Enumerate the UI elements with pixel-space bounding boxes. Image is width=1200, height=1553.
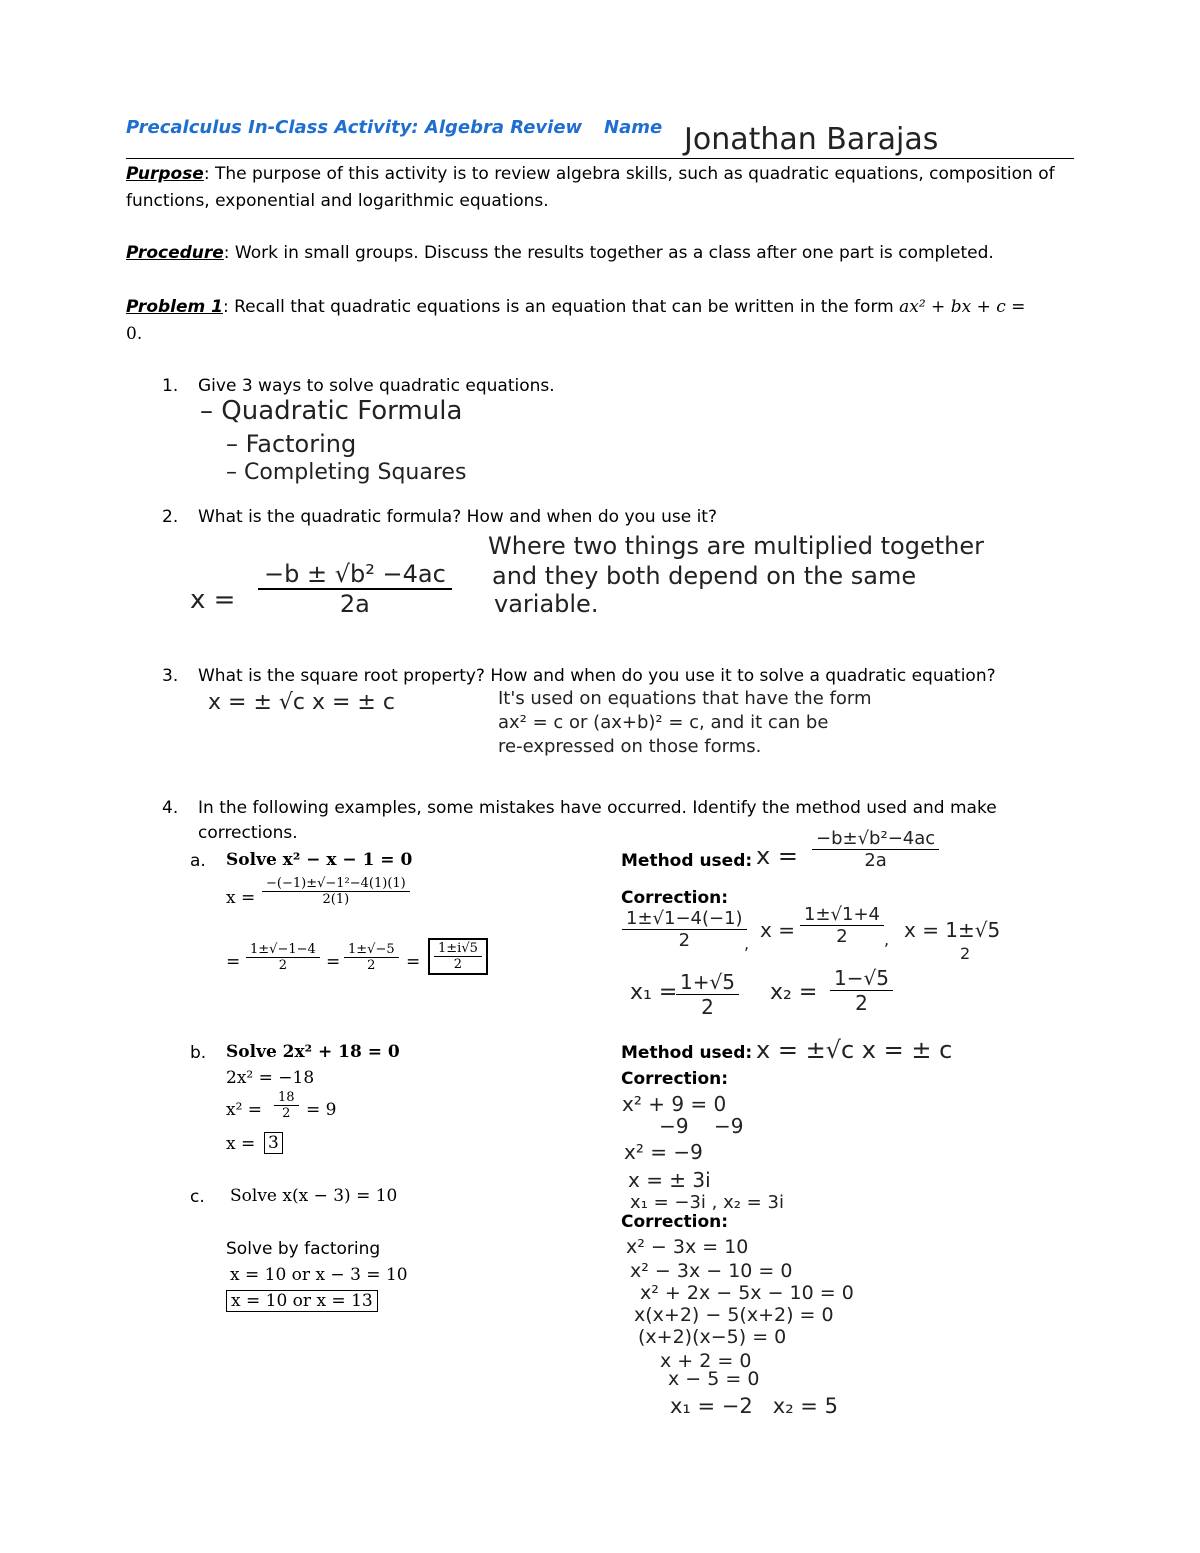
q4a-comma-2: ,	[884, 930, 890, 949]
q4b-correction-label: Correction:	[621, 1069, 729, 1089]
q4a-step1-numerator: −(−1)±√−1²−4(1)(1)	[262, 876, 410, 892]
q4c-corr-line-1: x² − 3x = 10	[626, 1236, 749, 1258]
q4a-method-value	[812, 828, 939, 871]
q4b-step2-numerator: 18	[274, 1090, 299, 1106]
q4a-comma-1: ,	[744, 934, 750, 953]
q4a-step2a-denominator: 2	[278, 958, 288, 973]
q4b-step2-lhs: x² =	[226, 1100, 263, 1120]
q4c-corr-line-2: x² − 3x − 10 = 0	[630, 1260, 793, 1282]
q4a-step1-lhs: x =	[226, 888, 256, 908]
procedure-line	[126, 243, 994, 263]
q1-answer-1: – Quadratic Formula	[200, 396, 463, 426]
q3-formula: x = ± √c x = ± c	[208, 690, 395, 715]
q3-answer-line-2: ax² = c or (ax+b)² = c, and it can be	[498, 712, 829, 733]
q4a-step2c-numerator: 1±i√5	[434, 941, 482, 957]
header-rule	[126, 158, 1074, 159]
problem1-line-1	[126, 297, 1025, 317]
worksheet-title: Precalculus In-Class Activity: Algebra Review	[126, 117, 583, 138]
q4b-corr-line-4: x = ± 3i	[628, 1168, 711, 1192]
q4a-step1-denominator: 2(1)	[322, 892, 350, 907]
procedure-text: : Work in small groups. Discuss the results together as a class after one part is completed.	[223, 243, 994, 263]
q4a-corr-x1	[676, 970, 739, 1019]
q4-question-line-1: In the following examples, some mistakes have occurred. Identify the method used and make	[198, 798, 997, 818]
q3-answer-line-1: It's used on equations that have the form	[498, 688, 872, 709]
problem1-line-2: 0.	[126, 324, 143, 344]
q4a-step2b-numerator: 1±√−5	[344, 942, 399, 958]
q4c-correction-label: Correction:	[621, 1212, 729, 1232]
q1-number: 1.	[162, 376, 179, 396]
q2-answer-line-3: variable.	[494, 590, 599, 618]
q1-answer-3: – Completing Squares	[226, 460, 467, 485]
q4b-step1: 2x² = −18	[226, 1068, 315, 1088]
q4a-corr-1	[622, 908, 750, 953]
problem1-label: Problem 1	[126, 297, 223, 317]
q4a-eq-2: =	[326, 952, 341, 972]
q4b-method-value: x = ±√c x = ± c	[756, 1036, 953, 1064]
q4b-step2	[274, 1090, 299, 1121]
q4a-corr-1-numerator: 1±√1−4(−1)	[622, 908, 747, 930]
q4a-corr-x1-numerator: 1+√5	[676, 970, 739, 995]
q1-question: Give 3 ways to solve quadratic equations.	[198, 376, 555, 396]
q4c-corr-line-8: x₁ = −2 x₂ = 5	[670, 1394, 838, 1418]
q4b-corr-line-3: x² = −9	[624, 1140, 703, 1164]
q4a-corr-x1-lhs: x₁ =	[630, 980, 678, 1005]
q2-formula	[258, 560, 452, 618]
q4a-method-denominator: 2a	[864, 850, 887, 871]
q2-formula-denominator: 2a	[339, 590, 370, 618]
q4a-problem: Solve x² − x − 1 = 0	[226, 850, 413, 870]
q4b-method-label: Method used:	[621, 1043, 753, 1063]
q4a-corr-2	[800, 904, 884, 947]
q4b-step2-denominator: 2	[282, 1106, 291, 1121]
q4a-corr-x2-denominator: 2	[855, 991, 868, 1015]
q4c-corr-line-5: (x+2)(x−5) = 0	[638, 1326, 787, 1348]
q4-number: 4.	[162, 798, 179, 818]
q4b-corr-line-5: x₁ = −3i , x₂ = 3i	[630, 1192, 784, 1213]
q2-question: What is the quadratic formula? How and when do you use it?	[198, 507, 717, 527]
q4a-eq-3: =	[406, 952, 421, 972]
name-label: Name	[604, 117, 663, 138]
q4a-step2b-denominator: 2	[367, 958, 376, 973]
q4a-label: a.	[190, 851, 206, 871]
q4-question-line-2: corrections.	[198, 823, 298, 843]
q4b-step3-lhs: x =	[226, 1134, 256, 1154]
quadratic-form: ax² + bx + c =	[899, 297, 1026, 317]
q4a-corr-x1-denominator: 2	[701, 995, 714, 1019]
procedure-label: Procedure	[126, 243, 224, 263]
q4c-corr-line-3: x² + 2x − 5x − 10 = 0	[640, 1282, 854, 1304]
q4a-corr-2-numerator: 1±√1+4	[800, 904, 884, 926]
q4a-corr-1-denominator: 2	[678, 930, 691, 951]
student-name: Jonathan Barajas	[684, 122, 939, 157]
q4c-label: c.	[190, 1187, 205, 1207]
q4a-step2a	[246, 942, 320, 973]
q4a-step1	[262, 876, 410, 907]
q4a-correction-label: Correction:	[621, 888, 729, 908]
q1-answer-2: – Factoring	[226, 430, 357, 458]
q3-answer-line-3: re-expressed on those forms.	[498, 736, 762, 757]
q3-number: 3.	[162, 666, 179, 686]
q4a-method-numerator: −b±√b²−4ac	[812, 828, 939, 850]
q4a-step2a-numerator: 1±√−1−4	[246, 942, 320, 958]
q2-formula-lhs: x =	[190, 585, 236, 615]
q4b-step2-rhs: = 9	[306, 1100, 337, 1120]
q4b-corr-line-1: x² + 9 = 0	[622, 1092, 727, 1116]
q4c-corr-line-7: x − 5 = 0	[668, 1368, 760, 1390]
purpose-label: Purpose	[126, 164, 204, 184]
q4b-problem: Solve 2x² + 18 = 0	[226, 1042, 400, 1062]
q4a-corr-2-lhs: x =	[760, 918, 795, 942]
problem1-text: : Recall that quadratic equations is an equation that can be written in the form	[223, 297, 900, 317]
q2-answer-line-2: and they both depend on the same	[492, 562, 917, 590]
q4b-label: b.	[190, 1043, 207, 1063]
q4a-step2b	[344, 942, 399, 973]
q4a-eq-1: =	[226, 952, 241, 972]
purpose-text: : The purpose of this activity is to review algebra skills, such as quadratic equations, composition of	[203, 164, 1055, 184]
q4a-boxed-answer	[428, 938, 488, 975]
q4c-corr-line-6: x + 2 = 0	[660, 1350, 752, 1372]
q4c-by-factoring: Solve by factoring	[226, 1239, 381, 1259]
q4a-corr-x2-lhs: x₂ =	[770, 980, 818, 1005]
purpose-line-1	[126, 164, 1055, 184]
q4c-problem: Solve x(x − 3) = 10	[230, 1186, 398, 1206]
q2-answer-line-1: Where two things are multiplied together	[488, 532, 984, 560]
q4c-corr-line-4: x(x+2) − 5(x+2) = 0	[634, 1304, 834, 1326]
q2-number: 2.	[162, 507, 179, 527]
purpose-line-2: functions, exponential and logarithmic equations.	[126, 191, 549, 211]
q4a-corr-2-denominator: 2	[836, 926, 848, 947]
q4a-corr-3: x = 1±√5	[904, 918, 1001, 942]
q2-formula-numerator: −b ± √b² −4ac	[258, 560, 452, 590]
q3-question: What is the square root property? How and when do you use it to solve a quadratic equation?	[198, 666, 996, 686]
q4c-step1: x = 10 or x − 3 = 10	[230, 1265, 408, 1285]
q4a-method-label: Method used:	[621, 851, 753, 871]
q4a-step2c-denominator: 2	[453, 957, 463, 972]
q4b-boxed-answer: 3	[264, 1132, 283, 1154]
q4a-corr-x2	[830, 966, 893, 1015]
q4a-corr-3-denominator: 2	[960, 944, 971, 963]
q4a-method-lhs: x =	[756, 842, 798, 870]
q4b-corr-line-2: −9 −9	[640, 1114, 744, 1138]
q4c-boxed-answer: x = 10 or x = 13	[226, 1290, 378, 1312]
q4a-corr-x2-numerator: 1−√5	[830, 966, 893, 991]
